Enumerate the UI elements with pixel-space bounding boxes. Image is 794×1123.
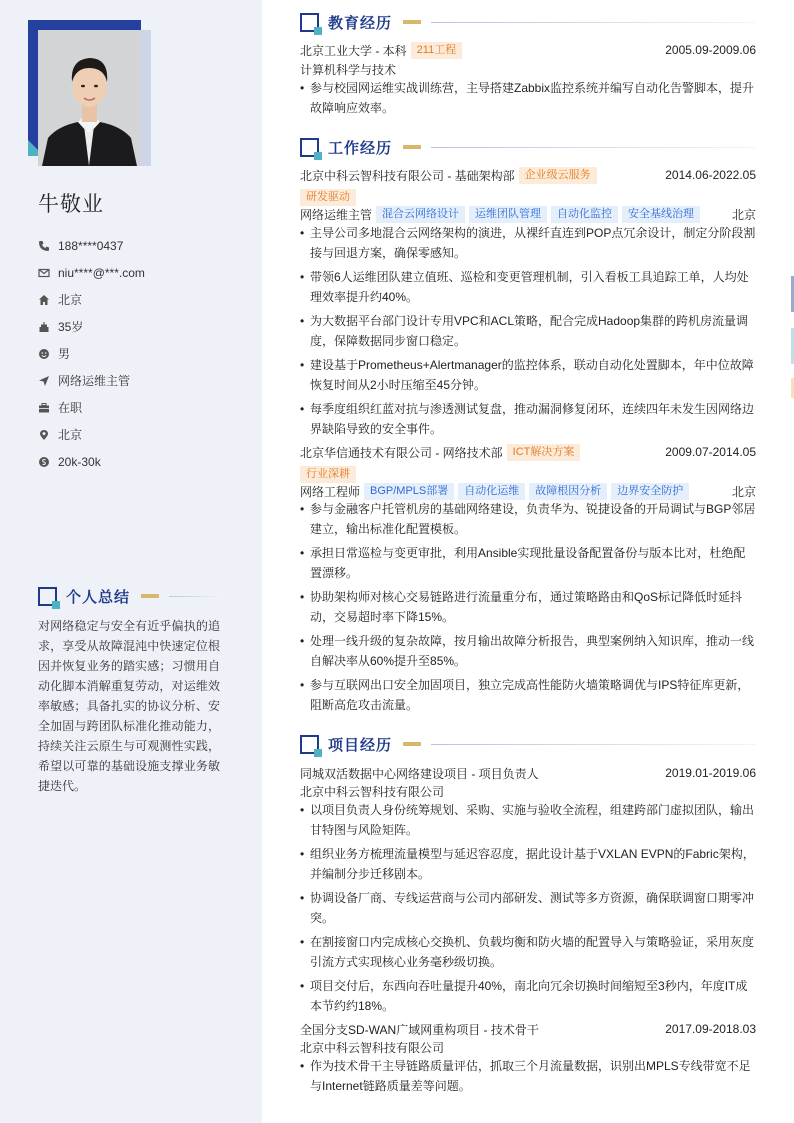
- section-line: [431, 22, 756, 23]
- candidate-name: 牛敬业: [38, 193, 104, 216]
- info-gender: [38, 340, 248, 367]
- project-bullet: • 协调设备厂商、专线运营商与公司内部研发、测试等多方资源，确保联调窗口期零冲突。: [300, 888, 756, 928]
- info-position: [38, 367, 248, 394]
- target-city-value: 北京: [58, 428, 83, 442]
- info-status: [38, 394, 248, 421]
- role-tag: 混合云网络设计: [376, 206, 465, 223]
- avatar: [38, 30, 141, 166]
- summary-section-header: [38, 585, 224, 607]
- cake-icon: [38, 321, 50, 333]
- job-entry-head: [300, 166, 756, 184]
- status-value: 在职: [58, 401, 83, 415]
- work-section-header: [300, 136, 756, 158]
- briefcase-icon: [38, 402, 50, 414]
- position-value: 网络运维主管: [58, 374, 131, 388]
- summary-text: 对网络稳定与安全有近乎偏执的追求，享受从故障混沌中快速定位根因并恢复业务的踏实感；习惯用自动化脚本消解重复劳动，对运维效率敏感；具备扎实的协议分析、安全加固与跨团队标准化推动能力，持续关注云原生与可观测性实践，希望以可靠的基础设施支撑业务敏捷迭代。: [38, 619, 220, 793]
- job-role: 网络工程师: [300, 484, 361, 499]
- job-company: 北京华信通技术有限公司 - 网络技术部: [300, 445, 503, 460]
- job-city: 北京: [731, 207, 756, 222]
- company-tag: 研发驱动: [300, 189, 356, 206]
- project-bullet: • 项目交付后，东西向吞吐量提升40%，南北向冗余切换时间缩短至3秒内，年度IT成本节约约18%。: [300, 976, 756, 1016]
- info-age: [38, 313, 248, 340]
- gender-value: 男: [58, 347, 71, 361]
- company-tag: 企业级云服务: [519, 167, 597, 184]
- section-square-icon: [300, 13, 319, 32]
- home-icon: [38, 294, 50, 306]
- education-major: 计算机科学与技术: [300, 62, 397, 77]
- job-city: 北京: [731, 484, 756, 499]
- section-square-icon: [300, 138, 319, 157]
- project-bullet: • 组织业务方梳理流量模型与延迟容忍度，据此设计基于VXLAN EVPN的Fabric架构，并编制分步迁移剧本。: [300, 844, 756, 884]
- education-title: 教育经历: [328, 14, 393, 32]
- job-date: 2014.06-2022.05: [665, 168, 756, 182]
- project-entry-head: [300, 1020, 756, 1038]
- role-tag: BGP/MPLS部署: [364, 483, 454, 500]
- section-dash: [403, 20, 421, 24]
- company-tag: ICT解决方案: [507, 444, 581, 461]
- map-pin-icon: [38, 429, 50, 441]
- job-tag-line: [300, 465, 756, 483]
- job-bullet: • 每季度组织红蓝对抗与渗透测试复盘，推动漏洞修复闭环，连续四年未发生因网络边界缺陷导致的安全事件。: [300, 399, 756, 439]
- job-company: 北京中科云智科技有限公司 - 基础架构部: [300, 168, 515, 183]
- job-bullet: • 承担日常巡检与变更审批，利用Ansible实现批量设备配置备份与版本比对，杜绝配置漂移。: [300, 543, 756, 583]
- education-entry-head: [300, 41, 756, 59]
- section-square-icon: [300, 735, 319, 754]
- job-date: 2009.07-2014.05: [665, 445, 756, 459]
- project-org: 北京中科云智科技有限公司: [300, 784, 445, 799]
- email-value: niu****@***.com: [58, 265, 145, 280]
- mail-icon: [38, 267, 50, 279]
- job-role: 网络运维主管: [300, 207, 373, 222]
- job-entry-head: [300, 443, 756, 461]
- money-icon: [38, 456, 50, 468]
- section-dash: [141, 594, 159, 598]
- school-name: 北京工业大学 - 本科: [300, 43, 407, 58]
- section-square-icon: [38, 587, 57, 606]
- info-phone: [38, 232, 248, 259]
- work-title: 工作经历: [328, 139, 393, 157]
- job-role-line: [300, 205, 756, 223]
- section-dash: [403, 145, 421, 149]
- project-name: 全国分支SD-WAN广域网重构项目 - 技术骨干: [300, 1022, 539, 1037]
- sidebar: [0, 0, 262, 1123]
- salary-value: 20k-30k: [58, 454, 101, 469]
- contact-info-list: [38, 232, 248, 475]
- project-section-header: [300, 733, 756, 755]
- summary-title: 个人总结: [66, 588, 131, 606]
- send-icon: [38, 375, 50, 387]
- info-salary: [38, 448, 248, 475]
- education-section-header: [300, 11, 756, 33]
- age-value: 35岁: [58, 320, 84, 334]
- section-line: [431, 744, 756, 745]
- role-tag: 运维团队管理: [469, 206, 547, 223]
- job-bullet: • 带领6人运维团队建立值班、巡检和变更管理机制，引入看板工具追踪工单，人均处理效率提升约40%。: [300, 267, 756, 307]
- job-tag-line: [300, 188, 756, 206]
- phone-value: 188****0437: [58, 238, 124, 253]
- role-tag: 自动化监控: [551, 206, 618, 223]
- job-bullet: • 建设基于Prometheus+Alertmanager的监控体系，联动自动化处置脚本，年中位故障恢复时间从2小时压缩至45分钟。: [300, 355, 756, 395]
- project-bullet: • 在割接窗口内完成核心交换机、负载均衡和防火墙的配置导入与策略验证，采用灰度引流方式实现核心业务毫秒级切换。: [300, 932, 756, 972]
- project-title: 项目经历: [328, 736, 393, 754]
- role-tag: 边界安全防护: [611, 483, 689, 500]
- project-bullet: • 作为技术骨干主导链路质量评估，抓取三个月流量数据，识别出MPLS专线带宽不足与Internet链路质量差等问题。: [300, 1056, 756, 1096]
- project-name: 同城双活数据中心网络建设项目 - 项目负责人: [300, 766, 539, 781]
- job-bullet: • 为大数据平台部门设计专用VPC和ACL策略，配合完成Hadoop集群的跨机房流量调度，保障数据同步窗口稳定。: [300, 311, 756, 351]
- project-org: 北京中科云智科技有限公司: [300, 1040, 445, 1055]
- person-icon: [38, 348, 50, 360]
- project-date: 2019.01-2019.06: [665, 766, 756, 780]
- project-date: 2017.09-2018.03: [665, 1022, 756, 1036]
- job-bullet: • 参与金融客户托管机房的基础网络建设，负责华为、锐捷设备的开局调试与BGP邻居建立，输出标准化配置模板。: [300, 499, 756, 539]
- role-tag: 自动化运维: [458, 483, 525, 500]
- job-bullet: • 参与互联网出口安全加固项目，独立完成高性能防火墙策略调优与IPS特征库更新，阻断高危攻击流量。: [300, 675, 756, 715]
- job-bullet: • 处理一线升级的复杂故障，按月输出故障分析报告，典型案例纳入知识库，推动一线自解决率从60%提升至85%。: [300, 631, 756, 671]
- role-tag: 安全基线治理: [622, 206, 700, 223]
- location-value: 北京: [58, 293, 83, 307]
- job-bullet: • 协助架构师对核心交易链路进行流量重分布，通过策略路由和QoS标记降低时延抖动，交易超时率下降15%。: [300, 587, 756, 627]
- job-bullet: • 主导公司多地混合云网络架构的演进，从裸纤直连到POP点冗余设计，制定分阶段割接与回退方案，确保零感知。: [300, 223, 756, 263]
- section-line: [431, 147, 756, 148]
- avatar-portrait-icon: [38, 30, 141, 166]
- section-line: [169, 596, 224, 597]
- education-date: 2005.09-2009.06: [665, 43, 756, 57]
- info-location: [38, 286, 248, 313]
- info-target-city: [38, 421, 248, 448]
- phone-icon: [38, 240, 50, 252]
- role-tag: 故障根因分析: [529, 483, 607, 500]
- company-tag: 行业深耕: [300, 466, 356, 483]
- job-role-line: [300, 482, 756, 500]
- project-bullet: • 以项目负责人身份统筹规划、采购、实施与验收全流程，组建跨部门虚拟团队，输出甘特图与风险矩阵。: [300, 800, 756, 840]
- project-entry-head: [300, 764, 756, 782]
- info-email: [38, 259, 248, 286]
- school-tag: 211工程: [411, 42, 463, 59]
- section-dash: [403, 742, 421, 746]
- education-bullet: • 参与校园网运维实战训练营，主导搭建Zabbix监控系统并编写自动化告警脚本，提升故障响应效率。: [300, 78, 756, 118]
